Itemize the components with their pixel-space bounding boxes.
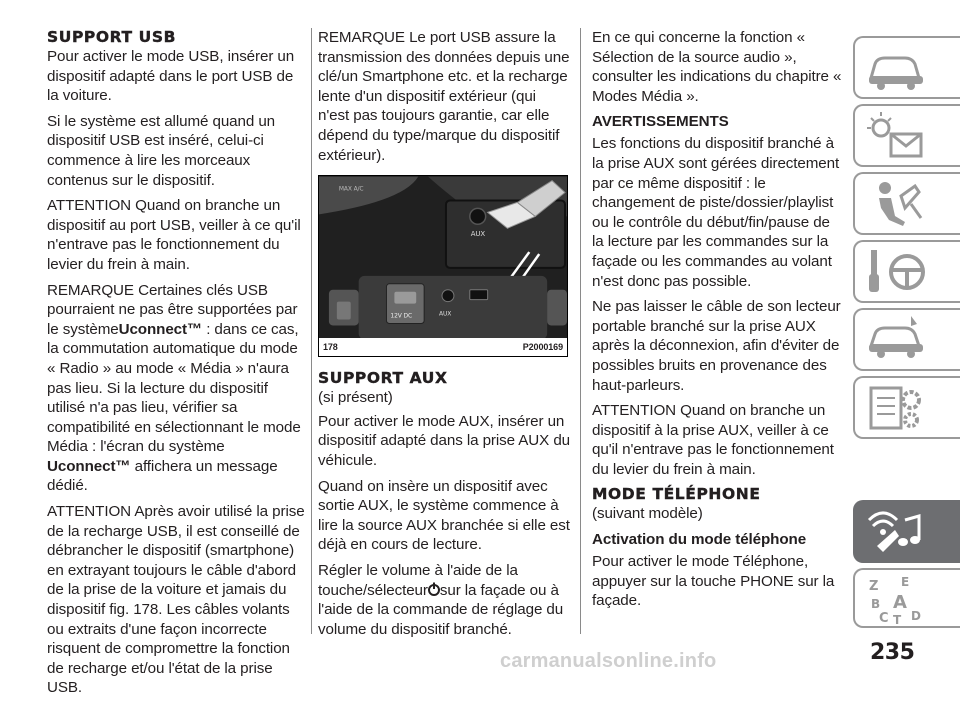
- heading-activation-telephone: Activation du mode téléphone: [592, 531, 807, 549]
- svg-text:Z: Z: [869, 579, 879, 594]
- column-left: [47, 28, 305, 704]
- brand-uconnect: Uconnect™: [118, 320, 203, 338]
- paragraph-attention: ATTENTION Après avoir utilisé la prise de la recharge USB, il est conseillé de débrancher le dispositif (smartphone) en extrayant toujours le câble d'abord de la prise de la voiture et jamais du dispositif fig. 178. Les câbles volants ou extraits d'une façon incorrecte risquent de compromettre la fonction de recharge et/ou l'état de la prise USB.: [47, 503, 305, 697]
- paragraph-attention: ATTENTION Quand on branche un dispositif au port USB, veiller à ce qu'il n'entrave pas le fonctionnement du levier du frein à main.: [47, 197, 301, 273]
- key-steering-icon: [865, 246, 927, 298]
- paragraph: Pour activer le mode Téléphone, appuyer sur la touche PHONE sur la façade.: [592, 553, 835, 610]
- tab-safety[interactable]: [853, 172, 960, 235]
- car-icon: [865, 42, 927, 94]
- column-divider: [580, 28, 581, 634]
- heading-avertissements: AVERTISSEMENTS: [592, 113, 729, 131]
- label-12v: 12V DC: [390, 312, 413, 320]
- paragraph-remarque: REMARQUE Certaines clés USB pourraient ne pas être supportées par le systèmeUconnect™ : dans ce cas, la commutation automatique du mode « Radio » au mode « Média » n'aura pas lieu. Si la lecture du dispositif utilisé n'a pas lieu, vérifier sa compatibilité en sélectionnant le mode Média : l'écran du système Uconnect™ affichera un message dédié.: [47, 281, 301, 495]
- svg-text:E: E: [901, 575, 910, 589]
- multimedia-icon: [865, 506, 927, 558]
- paragraph: Si le système est allumé quand un dispositif USB est inséré, celui-ci commence à lire les morceaux contenus sur le dispositif.: [47, 112, 276, 189]
- index-letters-icon: [865, 574, 927, 626]
- heading-support-usb: SUPPORT USB: [47, 28, 177, 46]
- heading-mode-telephone: MODE TÉLÉPHONE: [592, 485, 761, 504]
- paragraph: Quand on insère un dispositif avec sortie AUX, le système commence à lire la source AUX branchée si elle est déjà en cours de lecture.: [318, 477, 570, 554]
- paragraph-attention: ATTENTION Quand on branche un dispositif à la prise AUX, veiller à ce qu'il n'entrave pas le fonctionnement du levier du frein à main.: [592, 402, 834, 478]
- tab-dashboard[interactable]: [853, 104, 960, 167]
- car-service-icon: [865, 314, 927, 366]
- heading-support-aux: SUPPORT AUX: [318, 369, 448, 388]
- paragraph: Pour activer le mode AUX, insérer un dispositif adapté dans la prise AUX du véhicule.: [318, 412, 571, 469]
- figure-number: 178: [323, 342, 338, 353]
- svg-text:C: C: [879, 611, 889, 626]
- figure-caption: [319, 338, 567, 356]
- page-number: 235: [870, 640, 915, 665]
- tab-multimedia[interactable]: [853, 500, 960, 563]
- watermark: carmanualsonline.info: [500, 650, 717, 672]
- tab-starting-driving[interactable]: [853, 240, 960, 303]
- figure-178-console-ports: [318, 175, 568, 357]
- label-aux-panel: AUX: [439, 310, 452, 318]
- warning-lights-icon: [865, 110, 927, 162]
- column-middle: [318, 28, 570, 645]
- note-si-present: (si présent): [318, 389, 393, 407]
- label-max-ac: MAX A/C: [338, 185, 364, 193]
- console-photo-illustration: [319, 176, 567, 340]
- svg-text:D: D: [911, 609, 921, 623]
- paragraph: Les fonctions du dispositif branché à la prise AUX sont gérées directement par ce même dispositif : le changement de piste/dossier/playlist ou le contrôle du début/fin/pause de la lecture par les commandes sur la façade ou les commandes au volant n'est donc pas possible.: [592, 135, 840, 290]
- column-divider: [311, 28, 312, 634]
- column-right: [592, 28, 842, 617]
- note-suivant-modele: (suivant modèle): [592, 505, 703, 523]
- paragraph: En ce qui concerne la fonction « Sélection de la source audio », consulter les indications du chapitre « Modes Média ».: [592, 29, 842, 105]
- paragraph: Régler le volume à l'aide de la touche/sélecteur sur la façade ou à l'aide de la commande de réglage du volume du dispositif branché.: [318, 561, 564, 638]
- paragraph: Ne pas laisser le câble de son lecteur portable branché sur la prise AUX après la déconnexion, afin d'éviter de possibles bruits en provenance des haut-parleurs.: [592, 298, 841, 394]
- paragraph: Pour activer le mode USB, insérer un dispositif adapté dans le port USB de la voiture.: [47, 48, 295, 105]
- paragraph-remarque: REMARQUE Le port USB assure la transmission des données depuis une clé/un Smartphone etc. et la recharge lente d'un dispositif extérieur (qui n'est pas toujours garantie, car elle dépend du type/marque du dispositif extérieur).: [318, 29, 570, 164]
- tab-index[interactable]: [853, 568, 960, 628]
- airbag-seat-icon: [865, 178, 927, 230]
- tab-emergency[interactable]: [853, 308, 960, 371]
- tab-vehicle[interactable]: [853, 36, 960, 99]
- tab-maintenance[interactable]: [853, 376, 960, 439]
- label-aux-inset: AUX: [470, 230, 486, 239]
- svg-text:T: T: [893, 613, 902, 627]
- svg-text:A: A: [893, 592, 907, 613]
- power-knob-icon: [428, 582, 440, 596]
- brand-uconnect: Uconnect™: [47, 457, 131, 475]
- figure-code: P2000169: [522, 342, 563, 353]
- svg-text:B: B: [871, 597, 881, 611]
- maintenance-gears-icon: [865, 382, 927, 434]
